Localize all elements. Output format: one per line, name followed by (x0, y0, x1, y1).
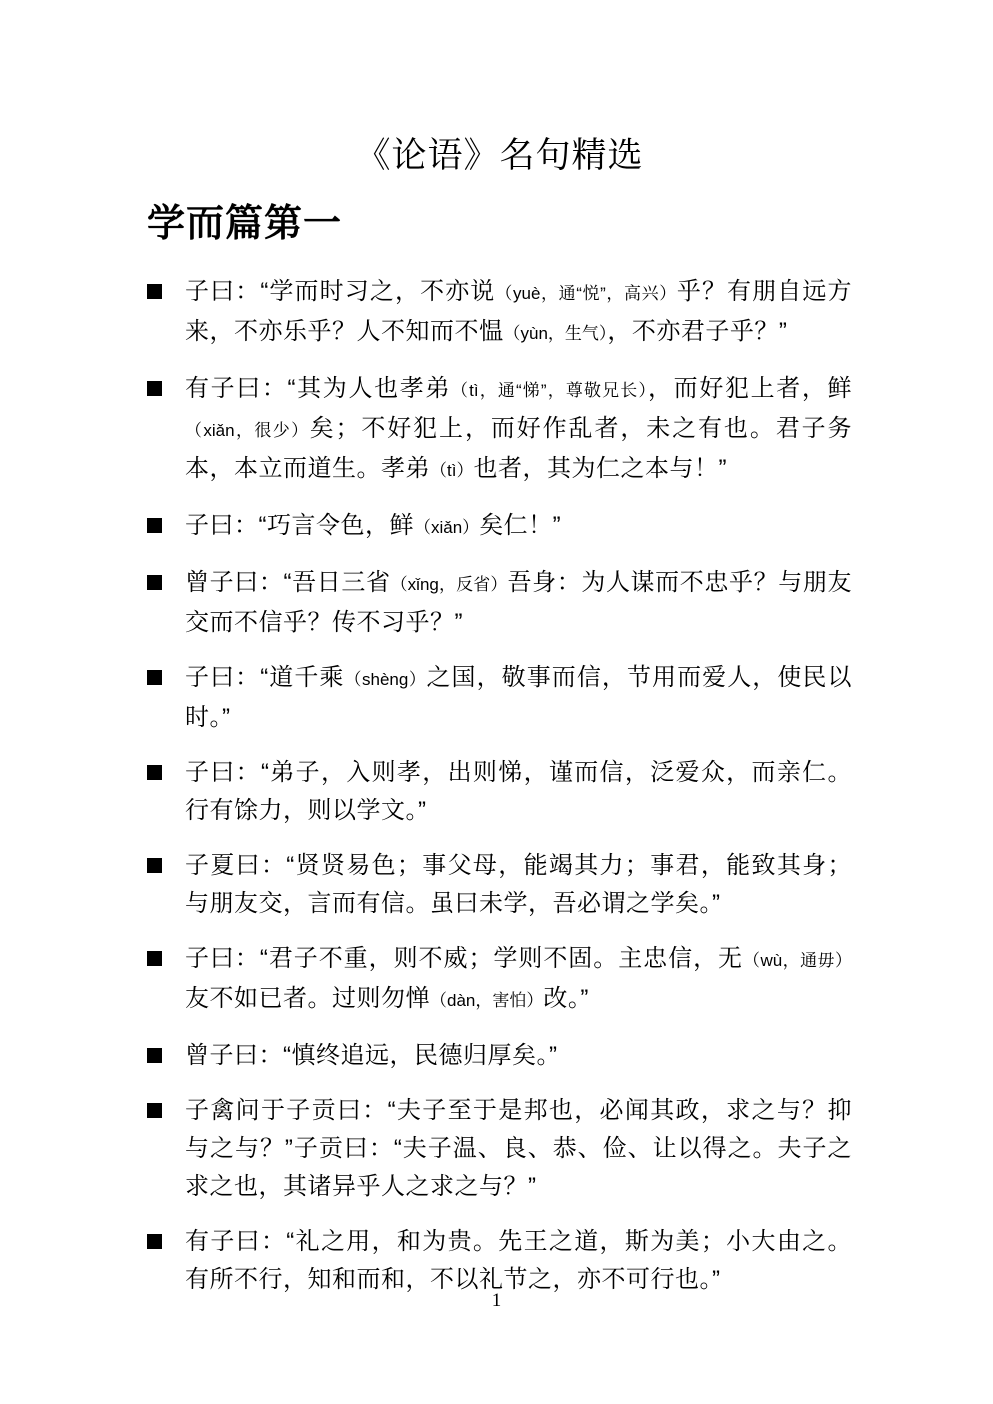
bullet-square-icon (147, 858, 162, 873)
pinyin-annotation: （wù，通毋） (742, 951, 852, 970)
quote-segment: 子夏曰：“贤贤易色；事父母，能竭其力；事君，能致其身；与朋友交，言而有信。虽曰未学，吾必谓之学矣。” (185, 852, 852, 917)
quote-segment: 改。” (543, 985, 589, 1012)
quote-segment: 矣；不好犯上，而好作乱者，未之有也。君子务本，本立而道生。孝弟 (185, 415, 853, 482)
quote-text (185, 659, 852, 737)
quote-text (185, 273, 852, 353)
pinyin-annotation: （xǐng，反省） (390, 575, 508, 594)
pinyin-annotation: （dàn，害怕） (430, 991, 544, 1010)
quote-segment: 曾子曰：“慎终追远，民德归厚矣。” (185, 1042, 558, 1069)
quote-segment: 矣仁！” (479, 512, 562, 539)
quote-text (185, 564, 852, 642)
bullet-square-icon (147, 765, 162, 780)
list-item (147, 1092, 852, 1206)
bullet-square-icon (147, 951, 162, 966)
quote-text (185, 940, 852, 1020)
quote-segment: 子曰：“道千乘 (185, 664, 345, 691)
pinyin-annotation: （xiǎn，很少） (185, 421, 310, 440)
page-title: 《论语》名句精选 (355, 136, 644, 175)
pinyin-annotation: （yuè，通“悦”，高兴） (495, 284, 677, 303)
list-item (147, 507, 852, 547)
bullet-square-icon (147, 1048, 162, 1063)
list-item (147, 754, 852, 830)
quote-text (185, 847, 852, 923)
quote-segment: ，不亦君子乎？” (607, 318, 788, 345)
bullet-square-icon (147, 575, 162, 590)
quote-segment: 子禽问于子贡曰：“夫子至于是邦也，必闻其政，求之与？抑与之与？”子贡曰：“夫子温、良、恭、俭、让以得之。夫子之求之也，其诸异乎人之求之与？” (185, 1097, 852, 1200)
list-item (147, 1223, 852, 1299)
page-number: 1 (491, 1290, 502, 1311)
pinyin-annotation: （tì，通“悌”，尊敬兄长） (451, 381, 649, 400)
quote-segment: 乎？有朋自远方来，不亦乐乎？人不知而不愠 (185, 278, 852, 345)
quote-text (185, 1037, 852, 1075)
quote-segment: 有子曰：“礼之用，和为贵。先王之道，斯为美；小大由之。有所不行，知和而和，不以礼节之，亦不可行也。” (185, 1228, 852, 1293)
list-item (147, 564, 852, 642)
quote-segment: ，而好犯上者，鲜 (648, 375, 852, 402)
bullet-square-icon (147, 284, 162, 299)
quote-segment: 友不如已者。过则勿惮 (185, 985, 430, 1012)
list-item (147, 659, 852, 737)
pinyin-annotation: （shèng） (344, 670, 427, 689)
quote-segment: 子曰：“弟子，入则孝，出则悌，谨而信，泛爱众，而亲仁。行有馀力，则以学文。” (185, 759, 852, 824)
list-item (147, 1037, 852, 1075)
quote-segment: 曾子曰：“吾日三省 (185, 569, 391, 596)
bullet-square-icon (147, 670, 162, 685)
quote-text (185, 507, 852, 547)
quote-segment: 也者，其为仁之本与！” (473, 455, 727, 482)
quote-text (185, 370, 852, 490)
section-heading: 学而篇第一 (147, 203, 343, 245)
bullet-square-icon (147, 381, 162, 396)
bullet-square-icon (147, 1234, 162, 1249)
quote-segment: 子曰：“巧言令色，鲜 (185, 512, 414, 539)
quote-text (185, 1092, 852, 1206)
pinyin-annotation: （tì） (430, 461, 474, 480)
quote-text (185, 754, 852, 830)
list-item (147, 273, 852, 353)
quote-segment: 子曰：“君子不重，则不威；学则不固。主忠信，无 (185, 945, 743, 972)
quote-segment: 之国，敬事而信，节用而爱人，使民以时。” (185, 664, 852, 731)
bullet-square-icon (147, 1103, 162, 1118)
pinyin-annotation: （xiǎn） (414, 518, 480, 537)
list-item (147, 847, 852, 923)
quote-list (147, 273, 852, 1299)
quote-segment: 子曰：“学而时习之，不亦说 (185, 278, 496, 305)
list-item (147, 370, 852, 490)
quote-segment: 吾身：为人谋而不忠乎？与朋友交而不信乎？传不习乎？” (185, 569, 853, 636)
quote-segment: 有子曰：“其为人也孝弟 (185, 375, 451, 402)
quote-text (185, 1223, 852, 1299)
pinyin-annotation: （yùn，生气） (503, 324, 608, 343)
list-item (147, 940, 852, 1020)
bullet-square-icon (147, 518, 162, 533)
